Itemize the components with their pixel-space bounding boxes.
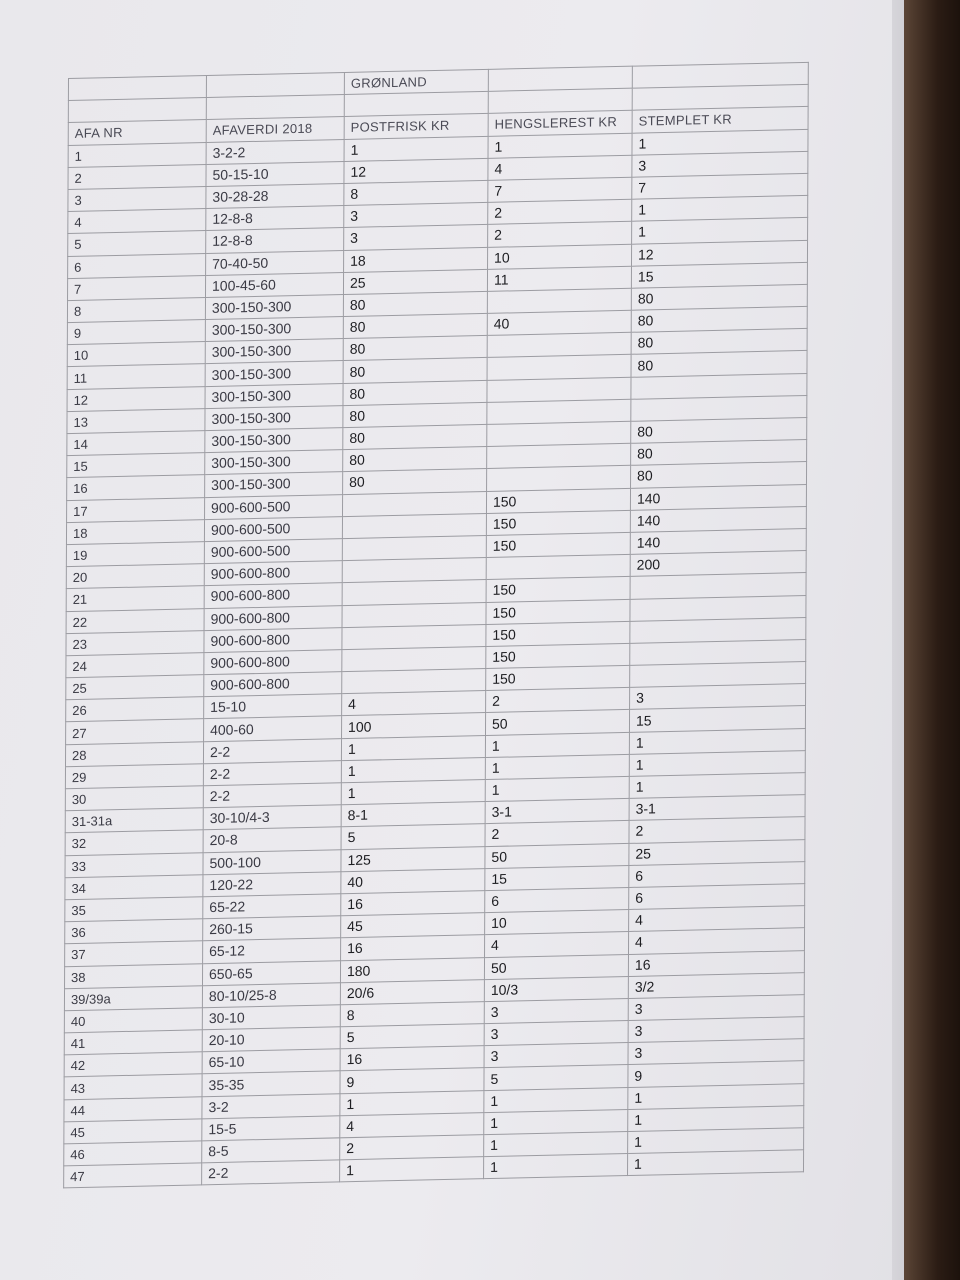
hengslerest-cell: 150 <box>486 599 630 624</box>
hengslerest-cell <box>487 399 631 424</box>
postfrisk-cell: 45 <box>341 913 485 938</box>
afaverdi-cell: 300-150-300 <box>205 450 343 475</box>
stemplet-cell: 1 <box>629 728 805 754</box>
stemplet-cell: 4 <box>629 906 805 932</box>
afaverdi-cell: 8-5 <box>202 1138 340 1163</box>
empty-cell <box>206 72 344 97</box>
hengslerest-cell <box>487 377 631 402</box>
postfrisk-cell <box>342 535 486 560</box>
stemplet-cell: 1 <box>628 1106 804 1132</box>
afaverdi-cell: 120-22 <box>203 871 341 896</box>
hengslerest-cell: 3-1 <box>485 799 629 824</box>
postfrisk-cell: 9 <box>340 1068 484 1093</box>
postfrisk-cell <box>342 558 486 583</box>
afa-nr-cell: 21 <box>66 586 204 611</box>
afaverdi-cell: 65-22 <box>203 894 341 919</box>
stemplet-cell: 3 <box>628 1017 804 1043</box>
afa-nr-cell: 22 <box>66 608 204 633</box>
postfrisk-cell: 4 <box>342 691 486 716</box>
afa-nr-cell: 9 <box>67 320 205 345</box>
postfrisk-cell: 1 <box>341 735 485 760</box>
afaverdi-cell: 30-10 <box>202 1005 340 1030</box>
postfrisk-cell: 4 <box>340 1112 484 1137</box>
hengslerest-cell: 15 <box>485 865 629 890</box>
afa-nr-cell: 16 <box>67 475 205 500</box>
postfrisk-cell: 2 <box>340 1135 484 1160</box>
afa-nr-cell: 38 <box>65 963 203 988</box>
stemplet-cell: 3 <box>632 151 808 177</box>
hengslerest-cell: 150 <box>486 488 630 513</box>
afa-nr-cell: 20 <box>66 564 204 589</box>
postfrisk-cell <box>342 646 486 671</box>
afaverdi-cell: 12-8-8 <box>206 206 344 231</box>
stemplet-cell: 25 <box>629 839 805 865</box>
stemplet-cell: 15 <box>629 706 805 732</box>
afaverdi-cell: 2-2 <box>202 1160 340 1185</box>
hengslerest-cell: 2 <box>486 688 630 713</box>
afaverdi-cell: 20-10 <box>202 1027 340 1052</box>
stemplet-cell: 80 <box>631 329 807 355</box>
stemplet-cell: 1 <box>628 1150 804 1176</box>
afa-nr-cell: 43 <box>64 1074 202 1099</box>
hengslerest-cell: 1 <box>484 1132 628 1157</box>
afa-nr-cell: 12 <box>67 386 205 411</box>
afaverdi-cell: 300-150-300 <box>205 405 343 430</box>
postfrisk-cell: 1 <box>340 1090 484 1115</box>
stemplet-cell: 80 <box>631 462 807 488</box>
stemplet-cell: 16 <box>628 950 804 976</box>
postfrisk-cell: 18 <box>344 247 488 272</box>
hengslerest-cell: 3 <box>484 1043 628 1068</box>
hengslerest-cell: 3 <box>484 998 628 1023</box>
afaverdi-cell: 900-600-800 <box>204 605 342 630</box>
hengslerest-cell: 40 <box>487 310 631 335</box>
afa-nr-cell: 29 <box>65 764 203 789</box>
postfrisk-cell: 80 <box>343 447 487 472</box>
postfrisk-cell <box>342 624 486 649</box>
afaverdi-cell: 2-2 <box>203 761 341 786</box>
hengslerest-cell: 50 <box>485 843 629 868</box>
hengslerest-cell: 1 <box>485 732 629 757</box>
stemplet-cell: 3 <box>628 995 804 1021</box>
hengslerest-cell: 1 <box>485 754 629 779</box>
price-table-sheet <box>48 60 788 1196</box>
stemplet-cell: 80 <box>631 351 807 377</box>
hengslerest-cell: 150 <box>486 577 630 602</box>
afa-nr-cell: 17 <box>67 497 205 522</box>
afa-nr-cell: 6 <box>68 253 206 278</box>
postfrisk-cell: 16 <box>340 1046 484 1071</box>
postfrisk-cell <box>342 580 486 605</box>
afa-nr-cell: 2 <box>68 164 206 189</box>
postfrisk-cell: 16 <box>341 891 485 916</box>
afaverdi-cell: 20-8 <box>203 827 341 852</box>
hengslerest-cell <box>486 554 630 579</box>
afa-nr-cell: 27 <box>66 719 204 744</box>
afa-nr-cell: 32 <box>65 830 203 855</box>
afaverdi-cell: 30-28-28 <box>206 183 344 208</box>
postfrisk-cell: 80 <box>343 380 487 405</box>
postfrisk-cell: 25 <box>343 269 487 294</box>
hengslerest-cell: 150 <box>486 665 630 690</box>
afaverdi-cell: 260-15 <box>203 916 341 941</box>
afaverdi-cell: 65-12 <box>203 938 341 963</box>
afaverdi-cell: 300-150-300 <box>205 317 343 342</box>
postfrisk-cell: 80 <box>343 313 487 338</box>
hengslerest-cell: 1 <box>484 1154 628 1179</box>
hengslerest-cell: 6 <box>485 887 629 912</box>
hengslerest-cell: 4 <box>485 932 629 957</box>
afaverdi-cell: 3-2-2 <box>206 139 344 164</box>
afaverdi-cell: 900-600-500 <box>205 494 343 519</box>
empty-cell <box>488 66 632 91</box>
hengslerest-cell: 1 <box>488 133 632 158</box>
afa-nr-cell: 4 <box>68 209 206 234</box>
hengslerest-cell: 3 <box>484 1021 628 1046</box>
afaverdi-cell: 900-600-800 <box>204 561 342 586</box>
table-body <box>64 62 809 1188</box>
stemplet-cell: 1 <box>628 1083 804 1109</box>
stemplet-cell: 12 <box>631 240 807 266</box>
afa-nr-cell: 23 <box>66 630 204 655</box>
postfrisk-cell <box>342 513 486 538</box>
stemplet-cell: 1 <box>628 1128 804 1154</box>
afa-nr-cell: 3 <box>68 186 206 211</box>
afa-nr-cell: 46 <box>64 1141 202 1166</box>
postfrisk-cell: 8 <box>340 1002 484 1027</box>
afaverdi-cell: 15-10 <box>204 694 342 719</box>
afa-nr-cell: 42 <box>64 1052 202 1077</box>
afa-nr-cell: 45 <box>64 1119 202 1144</box>
header-afaverdi: AFAVERDI 2018 <box>206 117 344 142</box>
postfrisk-cell: 5 <box>341 824 485 849</box>
stemplet-cell: 1 <box>632 218 808 244</box>
stemplet-cell: 4 <box>628 928 804 954</box>
afaverdi-cell: 900-600-800 <box>204 672 342 697</box>
desk-background <box>904 0 960 1280</box>
stemplet-cell: 3-1 <box>629 795 805 821</box>
stemplet-cell: 3/2 <box>628 972 804 998</box>
afaverdi-cell: 300-150-300 <box>205 428 343 453</box>
afaverdi-cell: 650-65 <box>202 960 340 985</box>
hengslerest-cell: 50 <box>485 710 629 735</box>
hengslerest-cell: 2 <box>488 222 632 247</box>
afaverdi-cell: 900-600-500 <box>204 516 342 541</box>
postfrisk-cell: 180 <box>340 957 484 982</box>
afa-nr-cell: 25 <box>66 675 204 700</box>
afa-nr-cell: 39/39a <box>64 985 202 1010</box>
table-title: GRØNLAND <box>344 69 488 94</box>
postfrisk-cell <box>342 602 486 627</box>
price-table <box>63 62 809 1189</box>
afaverdi-cell: 100-45-60 <box>205 272 343 297</box>
postfrisk-cell: 125 <box>341 846 485 871</box>
stemplet-cell: 3 <box>630 684 806 710</box>
postfrisk-cell: 1 <box>340 1157 484 1182</box>
hengslerest-cell: 1 <box>485 776 629 801</box>
hengslerest-cell <box>487 355 631 380</box>
afa-nr-cell: 34 <box>65 874 203 899</box>
afaverdi-cell: 3-2 <box>202 1093 340 1118</box>
hengslerest-cell <box>487 288 631 313</box>
afaverdi-cell: 15-5 <box>202 1116 340 1141</box>
afaverdi-cell: 300-150-300 <box>205 294 343 319</box>
afaverdi-cell: 30-10/4-3 <box>203 805 341 830</box>
stemplet-cell: 6 <box>629 861 805 887</box>
stemplet-cell: 80 <box>631 306 807 332</box>
postfrisk-cell: 20/6 <box>340 979 484 1004</box>
afaverdi-cell: 35-35 <box>202 1071 340 1096</box>
afa-nr-cell: 47 <box>64 1163 202 1188</box>
postfrisk-cell <box>342 491 486 516</box>
stemplet-cell: 6 <box>629 884 805 910</box>
stemplet-cell: 140 <box>630 506 806 532</box>
stemplet-cell: 140 <box>630 484 806 510</box>
afaverdi-cell: 12-8-8 <box>206 228 344 253</box>
afaverdi-cell: 900-600-800 <box>204 583 342 608</box>
afa-nr-cell: 36 <box>65 919 203 944</box>
afaverdi-cell: 80-10/25-8 <box>202 982 340 1007</box>
hengslerest-cell: 150 <box>486 510 630 535</box>
postfrisk-cell: 1 <box>341 757 485 782</box>
afaverdi-cell: 900-600-800 <box>204 650 342 675</box>
stemplet-cell: 1 <box>629 750 805 776</box>
empty-cell <box>344 92 488 117</box>
postfrisk-cell: 3 <box>344 225 488 250</box>
empty-cell <box>68 98 206 123</box>
stemplet-cell: 1 <box>632 129 808 155</box>
header-postfrisk: POSTFRISK KR <box>344 114 488 139</box>
afa-nr-cell: 11 <box>67 364 205 389</box>
postfrisk-cell: 8 <box>344 180 488 205</box>
hengslerest-cell: 1 <box>484 1087 628 1112</box>
afa-nr-cell: 13 <box>67 408 205 433</box>
afaverdi-cell: 2-2 <box>203 738 341 763</box>
afa-nr-cell: 5 <box>68 231 206 256</box>
hengslerest-cell: 10/3 <box>484 976 628 1001</box>
hengslerest-cell <box>487 421 631 446</box>
stemplet-cell: 80 <box>631 440 807 466</box>
header-hengslerest: HENGSLEREST KR <box>488 111 632 136</box>
stemplet-cell: 15 <box>631 262 807 288</box>
afa-nr-cell: 28 <box>65 741 203 766</box>
hengslerest-cell: 2 <box>488 199 632 224</box>
afa-nr-cell: 35 <box>65 897 203 922</box>
postfrisk-cell: 16 <box>341 935 485 960</box>
hengslerest-cell: 50 <box>484 954 628 979</box>
afa-nr-cell: 14 <box>67 431 205 456</box>
afaverdi-cell: 300-150-300 <box>205 361 343 386</box>
postfrisk-cell: 1 <box>341 780 485 805</box>
hengslerest-cell <box>487 466 631 491</box>
empty-cell <box>206 95 344 120</box>
afaverdi-cell: 65-10 <box>202 1049 340 1074</box>
afaverdi-cell: 300-150-300 <box>205 339 343 364</box>
empty-cell <box>68 75 206 100</box>
stemplet-cell: 200 <box>630 551 806 577</box>
afaverdi-cell: 400-60 <box>204 716 342 741</box>
afa-nr-cell: 44 <box>64 1096 202 1121</box>
hengslerest-cell: 150 <box>486 621 630 646</box>
afa-nr-cell: 1 <box>68 142 206 167</box>
stemplet-cell: 7 <box>632 173 808 199</box>
afa-nr-cell: 26 <box>66 697 204 722</box>
stemplet-cell: 3 <box>628 1039 804 1065</box>
afa-nr-cell: 18 <box>66 519 204 544</box>
postfrisk-cell: 100 <box>342 713 486 738</box>
afa-nr-cell: 10 <box>67 342 205 367</box>
afa-nr-cell: 33 <box>65 852 203 877</box>
hengslerest-cell: 4 <box>488 155 632 180</box>
afaverdi-cell: 500-100 <box>203 849 341 874</box>
postfrisk-cell: 80 <box>343 424 487 449</box>
hengslerest-cell: 11 <box>487 266 631 291</box>
postfrisk-cell: 80 <box>343 358 487 383</box>
hengslerest-cell: 150 <box>486 532 630 557</box>
postfrisk-cell: 12 <box>344 158 488 183</box>
postfrisk-cell: 3 <box>344 202 488 227</box>
stemplet-cell: 1 <box>632 196 808 222</box>
postfrisk-cell: 1 <box>344 136 488 161</box>
postfrisk-cell: 80 <box>343 336 487 361</box>
afa-nr-cell: 40 <box>64 1008 202 1033</box>
afa-nr-cell: 37 <box>65 941 203 966</box>
afa-nr-cell: 19 <box>66 542 204 567</box>
stemplet-cell: 1 <box>629 773 805 799</box>
afaverdi-cell: 50-15-10 <box>206 161 344 186</box>
afaverdi-cell: 900-600-800 <box>204 627 342 652</box>
postfrisk-cell: 80 <box>343 291 487 316</box>
header-stemplet: STEMPLET KR <box>632 107 808 133</box>
stemplet-cell: 140 <box>630 528 806 554</box>
postfrisk-cell: 40 <box>341 868 485 893</box>
afaverdi-cell: 900-600-500 <box>204 539 342 564</box>
header-afa-nr: AFA NR <box>68 120 206 145</box>
hengslerest-cell: 5 <box>484 1065 628 1090</box>
hengslerest-cell: 10 <box>488 244 632 269</box>
stemplet-cell: 80 <box>631 417 807 443</box>
postfrisk-cell: 8-1 <box>341 802 485 827</box>
afaverdi-cell: 2-2 <box>203 783 341 808</box>
afa-nr-cell: 7 <box>68 275 206 300</box>
hengslerest-cell: 1 <box>484 1109 628 1134</box>
afaverdi-cell: 300-150-300 <box>205 383 343 408</box>
stemplet-cell: 9 <box>628 1061 804 1087</box>
postfrisk-cell: 5 <box>340 1024 484 1049</box>
postfrisk-cell <box>342 669 486 694</box>
postfrisk-cell: 80 <box>343 402 487 427</box>
hengslerest-cell <box>487 333 631 358</box>
hengslerest-cell: 10 <box>485 910 629 935</box>
stemplet-cell: 2 <box>629 817 805 843</box>
afaverdi-cell: 300-150-300 <box>205 472 343 497</box>
hengslerest-cell <box>487 443 631 468</box>
empty-cell <box>488 88 632 113</box>
stemplet-cell: 80 <box>631 284 807 310</box>
afaverdi-cell: 70-40-50 <box>206 250 344 275</box>
afa-nr-cell: 15 <box>67 453 205 478</box>
afa-nr-cell: 41 <box>64 1030 202 1055</box>
hengslerest-cell: 150 <box>486 643 630 668</box>
afa-nr-cell: 8 <box>67 297 205 322</box>
afa-nr-cell: 30 <box>65 786 203 811</box>
afa-nr-cell: 31-31a <box>65 808 203 833</box>
afa-nr-cell: 24 <box>66 653 204 678</box>
hengslerest-cell: 2 <box>485 821 629 846</box>
hengslerest-cell: 7 <box>488 177 632 202</box>
postfrisk-cell: 80 <box>343 469 487 494</box>
